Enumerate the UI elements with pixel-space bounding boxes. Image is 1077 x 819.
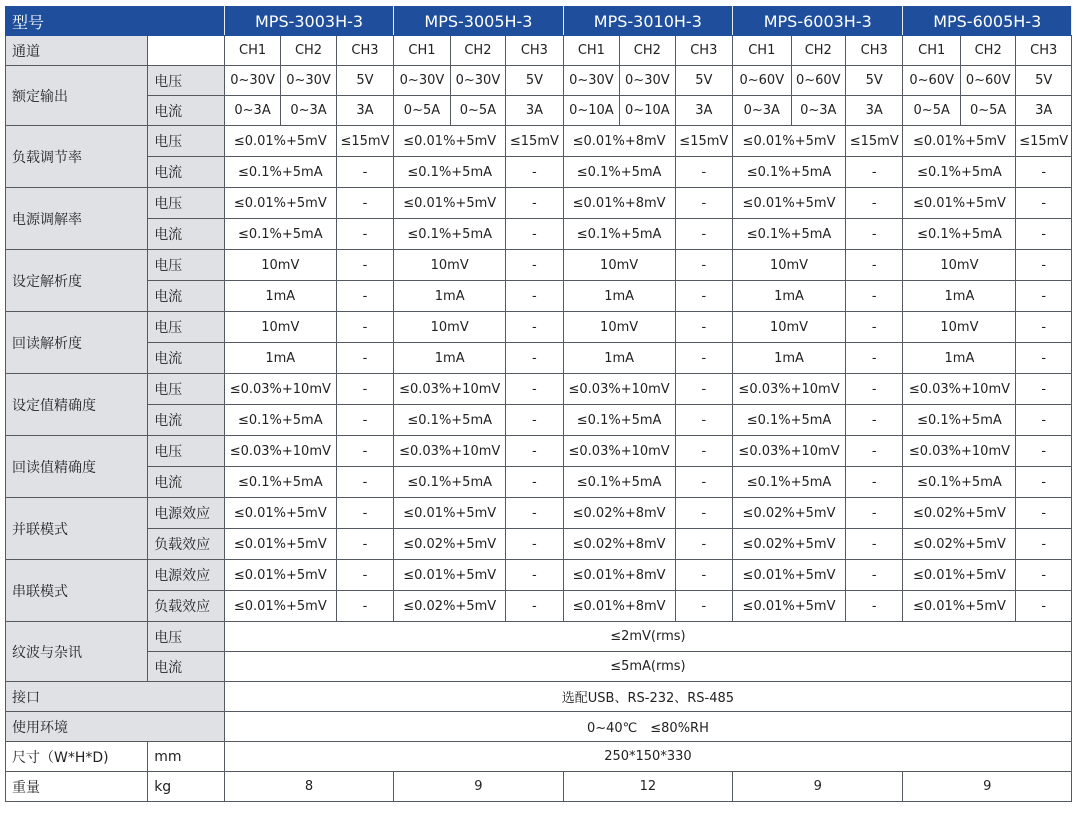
spec-ch3-cell: - — [506, 343, 563, 374]
spec-ch3-cell: ≤15mV — [675, 126, 732, 157]
channel-cell: CH2 — [620, 36, 675, 66]
spec-value-cell: 1mA — [224, 343, 336, 374]
spec-sub-label: 电压 — [148, 374, 225, 405]
rated-current-cell: 3A — [1016, 96, 1072, 126]
spec-sub-label: 电源效应 — [148, 498, 225, 529]
spec-value-cell: ≤0.1%+5mA — [903, 219, 1016, 250]
rated-voltage-cell: 5V — [336, 66, 393, 96]
spec-value-cell: ≤0.01%+5mV — [733, 126, 846, 157]
spec-value-cell: 1mA — [563, 343, 675, 374]
model-header-label: 型号 — [6, 7, 225, 36]
weight-unit: kg — [148, 772, 225, 802]
dimension-unit: mm — [148, 742, 225, 772]
spec-value-cell: ≤0.02%+5mV — [394, 591, 506, 622]
rated-voltage-cell: 0~60V — [791, 66, 845, 96]
spec-value-cell: 10mV — [224, 250, 336, 281]
spec-ch3-cell: - — [336, 560, 393, 591]
spec-ch3-cell: - — [336, 250, 393, 281]
rated-output-label: 额定输出 — [6, 66, 148, 126]
spec-ch3-cell: - — [675, 219, 732, 250]
spec-ch3-cell: - — [1016, 405, 1072, 436]
spec-value-cell: ≤0.1%+5mA — [563, 157, 675, 188]
model-name-header: MPS-3003H-3 — [224, 7, 393, 36]
channel-cell: CH1 — [563, 36, 619, 66]
ripple-current-label: 电流 — [148, 652, 225, 682]
spec-ch3-cell: - — [336, 281, 393, 312]
spec-ch3-cell: - — [506, 188, 563, 219]
weight-value: 12 — [563, 772, 732, 802]
model-name-header: MPS-6003H-3 — [733, 7, 903, 36]
spec-value-cell: ≤0.02%+8mV — [563, 529, 675, 560]
channel-cell: CH3 — [675, 36, 732, 66]
spec-value-cell: 1mA — [903, 281, 1016, 312]
spec-value-cell: 1mA — [394, 281, 506, 312]
rated-current-cell: 0~3A — [224, 96, 280, 126]
spec-value-cell: ≤0.01%+5mV — [394, 498, 506, 529]
spec-ch3-cell: - — [845, 529, 902, 560]
environment-value: 0~40℃ ≤80%RH — [224, 712, 1071, 742]
spec-value-cell: ≤0.01%+5mV — [733, 188, 846, 219]
spec-ch3-cell: - — [675, 405, 732, 436]
spec-sub-label: 电流 — [148, 405, 225, 436]
spec-value-cell: ≤0.01%+5mV — [733, 591, 846, 622]
spec-value-cell: 10mV — [733, 312, 846, 343]
spec-group-label: 回读值精确度 — [6, 436, 148, 498]
spec-value-cell: ≤0.02%+5mV — [394, 529, 506, 560]
rated-current-label: 电流 — [148, 96, 225, 126]
channel-cell: CH3 — [336, 36, 393, 66]
spec-ch3-cell: - — [845, 281, 902, 312]
rated-voltage-cell: 0~30V — [224, 66, 280, 96]
rated-current-cell: 0~5A — [450, 96, 505, 126]
rated-voltage-cell: 5V — [506, 66, 563, 96]
spec-row — [6, 374, 1072, 405]
spec-ch3-cell: - — [506, 529, 563, 560]
spec-ch3-cell: - — [1016, 529, 1072, 560]
spec-value-cell: ≤0.1%+5mA — [733, 405, 846, 436]
spec-ch3-cell: - — [336, 312, 393, 343]
spec-ch3-cell: - — [506, 219, 563, 250]
spec-sub-label: 电流 — [148, 343, 225, 374]
spec-value-cell: ≤0.03%+10mV — [394, 374, 506, 405]
spec-ch3-cell: - — [1016, 436, 1072, 467]
spec-ch3-cell: - — [1016, 467, 1072, 498]
spec-group-label: 电源调解率 — [6, 188, 148, 250]
spec-row — [6, 560, 1072, 591]
ripple-voltage-label: 电压 — [148, 622, 225, 652]
spec-value-cell: ≤0.02%+5mV — [733, 529, 846, 560]
channel-cell: CH2 — [960, 36, 1015, 66]
spec-sub-label: 电压 — [148, 250, 225, 281]
spec-ch3-cell: - — [675, 281, 732, 312]
spec-ch3-cell: - — [845, 498, 902, 529]
spec-value-cell: ≤0.01%+5mV — [224, 529, 336, 560]
environment-label: 使用环境 — [6, 712, 225, 742]
spec-row — [6, 405, 1072, 436]
spec-ch3-cell: - — [1016, 343, 1072, 374]
spec-ch3-cell: - — [1016, 374, 1072, 405]
spec-sub-label: 电压 — [148, 188, 225, 219]
spec-ch3-cell: - — [336, 343, 393, 374]
spec-value-cell: ≤0.1%+5mA — [224, 157, 336, 188]
spec-ch3-cell: - — [845, 467, 902, 498]
spec-value-cell: ≤0.01%+5mV — [903, 560, 1016, 591]
rated-current-cell: 0~5A — [394, 96, 450, 126]
channel-cell: CH3 — [1016, 36, 1072, 66]
spec-group-label: 串联模式 — [6, 560, 148, 622]
spec-ch3-cell: - — [506, 436, 563, 467]
channel-cell: CH1 — [733, 36, 791, 66]
weight-value: 9 — [903, 772, 1072, 802]
spec-ch3-cell: - — [675, 498, 732, 529]
rated-voltage-cell: 0~30V — [394, 66, 450, 96]
spec-value-cell: ≤0.02%+5mV — [903, 529, 1016, 560]
spec-value-cell: ≤0.03%+10mV — [903, 374, 1016, 405]
spec-ch3-cell: - — [1016, 281, 1072, 312]
spec-value-cell: ≤0.1%+5mA — [733, 157, 846, 188]
spec-ch3-cell: - — [675, 343, 732, 374]
spec-ch3-cell: - — [336, 157, 393, 188]
spec-sub-label: 电流 — [148, 281, 225, 312]
weight-row — [6, 772, 1072, 802]
spec-ch3-cell: - — [336, 374, 393, 405]
spec-value-cell: ≤0.1%+5mA — [224, 219, 336, 250]
spec-ch3-cell: - — [1016, 498, 1072, 529]
spec-ch3-cell: - — [675, 374, 732, 405]
spec-ch3-cell: - — [506, 498, 563, 529]
spec-value-cell: ≤0.01%+5mV — [903, 188, 1016, 219]
spec-value-cell: 1mA — [733, 281, 846, 312]
spec-ch3-cell: - — [1016, 157, 1072, 188]
spec-ch3-cell: - — [336, 591, 393, 622]
spec-value-cell: ≤0.1%+5mA — [733, 467, 846, 498]
spec-value-cell: ≤0.01%+8mV — [563, 126, 675, 157]
ripple-label: 纹波与杂讯 — [6, 622, 148, 682]
spec-sub-label: 电源效应 — [148, 560, 225, 591]
spec-ch3-cell: - — [845, 560, 902, 591]
rated-voltage-cell: 5V — [845, 66, 902, 96]
spec-value-cell: ≤0.01%+5mV — [394, 188, 506, 219]
spec-value-cell: ≤0.02%+8mV — [563, 498, 675, 529]
spec-ch3-cell: - — [675, 188, 732, 219]
spec-ch3-cell: - — [845, 436, 902, 467]
rated-current-cell: 3A — [675, 96, 732, 126]
spec-sub-label: 电压 — [148, 436, 225, 467]
spec-value-cell: ≤0.01%+8mV — [563, 591, 675, 622]
rated-current-cell: 0~10A — [620, 96, 675, 126]
channel-cell: CH2 — [791, 36, 845, 66]
spec-ch3-cell: - — [845, 188, 902, 219]
spec-ch3-cell: - — [1016, 560, 1072, 591]
weight-label: 重量 — [6, 772, 148, 802]
spec-value-cell: 10mV — [563, 312, 675, 343]
spec-row — [6, 219, 1072, 250]
rated-voltage-cell: 0~60V — [733, 66, 791, 96]
spec-row — [6, 436, 1072, 467]
dimension-value: 250*150*330 — [224, 742, 1071, 772]
spec-group-label: 设定解析度 — [6, 250, 148, 312]
empty-cell — [148, 36, 225, 66]
spec-ch3-cell: - — [336, 498, 393, 529]
rated-current-cell: 3A — [506, 96, 563, 126]
spec-value-cell: 10mV — [394, 312, 506, 343]
spec-value-cell: ≤0.01%+5mV — [224, 591, 336, 622]
channel-row — [6, 36, 1072, 66]
spec-ch3-cell: - — [336, 436, 393, 467]
spec-ch3-cell: - — [675, 312, 732, 343]
spec-value-cell: ≤0.1%+5mA — [563, 219, 675, 250]
spec-group-label: 设定值精确度 — [6, 374, 148, 436]
rated-voltage-cell: 0~30V — [563, 66, 619, 96]
header-row — [6, 7, 1072, 36]
spec-row — [6, 467, 1072, 498]
spec-ch3-cell: - — [845, 343, 902, 374]
spec-ch3-cell: - — [675, 560, 732, 591]
interface-row — [6, 682, 1072, 712]
ripple-current-row — [6, 652, 1072, 682]
rated-voltage-label: 电压 — [148, 66, 225, 96]
spec-table — [5, 6, 1072, 802]
spec-group-label: 回读解析度 — [6, 312, 148, 374]
weight-value: 8 — [224, 772, 393, 802]
spec-value-cell: ≤0.1%+5mA — [903, 405, 1016, 436]
weight-value: 9 — [394, 772, 563, 802]
spec-value-cell: ≤0.01%+5mV — [224, 498, 336, 529]
spec-ch3-cell: ≤15mV — [1016, 126, 1072, 157]
spec-value-cell: 10mV — [733, 250, 846, 281]
spec-sub-label: 电压 — [148, 312, 225, 343]
spec-ch3-cell: - — [1016, 188, 1072, 219]
spec-row — [6, 188, 1072, 219]
channel-cell: CH3 — [506, 36, 563, 66]
spec-ch3-cell: - — [336, 467, 393, 498]
rated-current-cell: 3A — [336, 96, 393, 126]
spec-ch3-cell: - — [506, 405, 563, 436]
spec-value-cell: ≤0.1%+5mA — [394, 405, 506, 436]
spec-value-cell: ≤0.1%+5mA — [394, 219, 506, 250]
dimension-row — [6, 742, 1072, 772]
spec-value-cell: ≤0.03%+10mV — [903, 436, 1016, 467]
spec-value-cell: ≤0.03%+10mV — [224, 436, 336, 467]
spec-sub-label: 电流 — [148, 157, 225, 188]
spec-value-cell: ≤0.01%+5mV — [224, 126, 336, 157]
spec-value-cell: ≤0.1%+5mA — [903, 467, 1016, 498]
spec-value-cell: ≤0.01%+5mV — [224, 188, 336, 219]
spec-ch3-cell: ≤15mV — [336, 126, 393, 157]
spec-ch3-cell: - — [845, 405, 902, 436]
spec-value-cell: ≤0.1%+5mA — [563, 405, 675, 436]
spec-ch3-cell: - — [336, 529, 393, 560]
rated-voltage-cell: 5V — [1016, 66, 1072, 96]
rated-current-cell: 0~10A — [563, 96, 619, 126]
spec-ch3-cell: - — [506, 591, 563, 622]
spec-value-cell: ≤0.1%+5mA — [394, 467, 506, 498]
spec-value-cell: ≤0.03%+10mV — [733, 374, 846, 405]
spec-row — [6, 343, 1072, 374]
spec-value-cell: 1mA — [394, 343, 506, 374]
model-name-header: MPS-3010H-3 — [563, 7, 732, 36]
model-name-header: MPS-6005H-3 — [903, 7, 1072, 36]
channel-cell: CH1 — [903, 36, 960, 66]
spec-value-cell: 10mV — [394, 250, 506, 281]
spec-value-cell: 1mA — [563, 281, 675, 312]
spec-value-cell: ≤0.03%+10mV — [394, 436, 506, 467]
spec-ch3-cell: - — [336, 405, 393, 436]
dimension-label: 尺寸（W*H*D) — [6, 742, 148, 772]
spec-ch3-cell: - — [675, 529, 732, 560]
spec-value-cell: ≤0.01%+5mV — [903, 591, 1016, 622]
spec-sub-label: 负载效应 — [148, 591, 225, 622]
spec-value-cell: ≤0.1%+5mA — [224, 467, 336, 498]
channel-cell: CH1 — [394, 36, 450, 66]
spec-ch3-cell: - — [1016, 312, 1072, 343]
spec-value-cell: ≤0.03%+10mV — [563, 374, 675, 405]
spec-ch3-cell: - — [845, 250, 902, 281]
spec-value-cell: 1mA — [733, 343, 846, 374]
spec-ch3-cell: - — [506, 374, 563, 405]
spec-value-cell: ≤0.01%+5mV — [394, 126, 506, 157]
spec-row — [6, 529, 1072, 560]
spec-value-cell: 10mV — [563, 250, 675, 281]
spec-ch3-cell: ≤15mV — [845, 126, 902, 157]
spec-ch3-cell: - — [506, 467, 563, 498]
rated-voltage-row — [6, 66, 1072, 96]
spec-value-cell: ≤0.1%+5mA — [903, 157, 1016, 188]
spec-ch3-cell: - — [336, 188, 393, 219]
spec-value-cell: 1mA — [903, 343, 1016, 374]
spec-sub-label: 电流 — [148, 219, 225, 250]
spec-ch3-cell: - — [1016, 250, 1072, 281]
ripple-voltage-value: ≤2mV(rms) — [224, 622, 1071, 652]
spec-ch3-cell: - — [1016, 219, 1072, 250]
interface-value: 选配USB、RS-232、RS-485 — [224, 682, 1071, 712]
spec-sub-label: 电流 — [148, 467, 225, 498]
rated-voltage-cell: 0~60V — [903, 66, 960, 96]
spec-ch3-cell: - — [845, 157, 902, 188]
spec-sub-label: 电压 — [148, 126, 225, 157]
rated-voltage-cell: 0~60V — [960, 66, 1015, 96]
spec-ch3-cell: - — [506, 312, 563, 343]
spec-group-label: 负载调节率 — [6, 126, 148, 188]
rated-current-cell: 0~5A — [903, 96, 960, 126]
spec-ch3-cell: - — [506, 560, 563, 591]
ripple-current-value: ≤5mA(rms) — [224, 652, 1071, 682]
rated-voltage-cell: 0~30V — [450, 66, 505, 96]
spec-ch3-cell: - — [675, 250, 732, 281]
spec-ch3-cell: - — [675, 436, 732, 467]
spec-value-cell: 10mV — [224, 312, 336, 343]
spec-value-cell: ≤0.03%+10mV — [224, 374, 336, 405]
spec-value-cell: ≤0.01%+8mV — [563, 560, 675, 591]
spec-table-body — [6, 7, 1072, 802]
spec-value-cell: ≤0.1%+5mA — [563, 467, 675, 498]
spec-value-cell: ≤0.1%+5mA — [733, 219, 846, 250]
spec-ch3-cell: - — [845, 591, 902, 622]
spec-value-cell: ≤0.03%+10mV — [733, 436, 846, 467]
spec-ch3-cell: - — [1016, 591, 1072, 622]
spec-sub-label: 负载效应 — [148, 529, 225, 560]
spec-row — [6, 157, 1072, 188]
spec-value-cell: ≤0.01%+5mV — [733, 560, 846, 591]
spec-value-cell: ≤0.01%+5mV — [224, 560, 336, 591]
spec-value-cell: ≤0.02%+5mV — [733, 498, 846, 529]
spec-value-cell: 10mV — [903, 250, 1016, 281]
spec-table-wrapper — [5, 6, 1072, 802]
spec-group-label: 并联模式 — [6, 498, 148, 560]
interface-label: 接口 — [6, 682, 225, 712]
weight-value: 9 — [733, 772, 903, 802]
spec-value-cell: 10mV — [903, 312, 1016, 343]
spec-ch3-cell: - — [845, 312, 902, 343]
spec-row — [6, 312, 1072, 343]
spec-row — [6, 498, 1072, 529]
spec-ch3-cell: - — [675, 157, 732, 188]
spec-row — [6, 591, 1072, 622]
channel-label: 通道 — [6, 36, 148, 66]
model-name-header: MPS-3005H-3 — [394, 7, 563, 36]
spec-row — [6, 126, 1072, 157]
rated-current-cell: 0~3A — [281, 96, 336, 126]
spec-value-cell: ≤0.03%+10mV — [563, 436, 675, 467]
rated-voltage-cell: 5V — [675, 66, 732, 96]
rated-current-cell: 0~3A — [733, 96, 791, 126]
spec-ch3-cell: - — [675, 467, 732, 498]
spec-value-cell: ≤0.01%+8mV — [563, 188, 675, 219]
spec-ch3-cell: - — [845, 219, 902, 250]
channel-cell: CH2 — [450, 36, 505, 66]
channel-cell: CH3 — [845, 36, 902, 66]
spec-value-cell: ≤0.02%+5mV — [903, 498, 1016, 529]
spec-value-cell: ≤0.1%+5mA — [224, 405, 336, 436]
spec-ch3-cell: - — [506, 250, 563, 281]
environment-row — [6, 712, 1072, 742]
spec-ch3-cell: - — [506, 281, 563, 312]
rated-current-cell: 0~5A — [960, 96, 1015, 126]
spec-ch3-cell: - — [675, 591, 732, 622]
spec-row — [6, 281, 1072, 312]
rated-voltage-cell: 0~30V — [620, 66, 675, 96]
spec-value-cell: ≤0.1%+5mA — [394, 157, 506, 188]
spec-ch3-cell: - — [336, 219, 393, 250]
spec-row — [6, 250, 1072, 281]
spec-ch3-cell: ≤15mV — [506, 126, 563, 157]
spec-value-cell: ≤0.01%+5mV — [903, 126, 1016, 157]
spec-ch3-cell: - — [506, 157, 563, 188]
rated-voltage-cell: 0~30V — [281, 66, 336, 96]
rated-current-cell: 3A — [845, 96, 902, 126]
spec-value-cell: ≤0.01%+5mV — [394, 560, 506, 591]
rated-current-cell: 0~3A — [791, 96, 845, 126]
spec-ch3-cell: - — [845, 374, 902, 405]
channel-cell: CH1 — [224, 36, 280, 66]
channel-cell: CH2 — [281, 36, 336, 66]
rated-current-row — [6, 96, 1072, 126]
ripple-voltage-row — [6, 622, 1072, 652]
spec-value-cell: 1mA — [224, 281, 336, 312]
